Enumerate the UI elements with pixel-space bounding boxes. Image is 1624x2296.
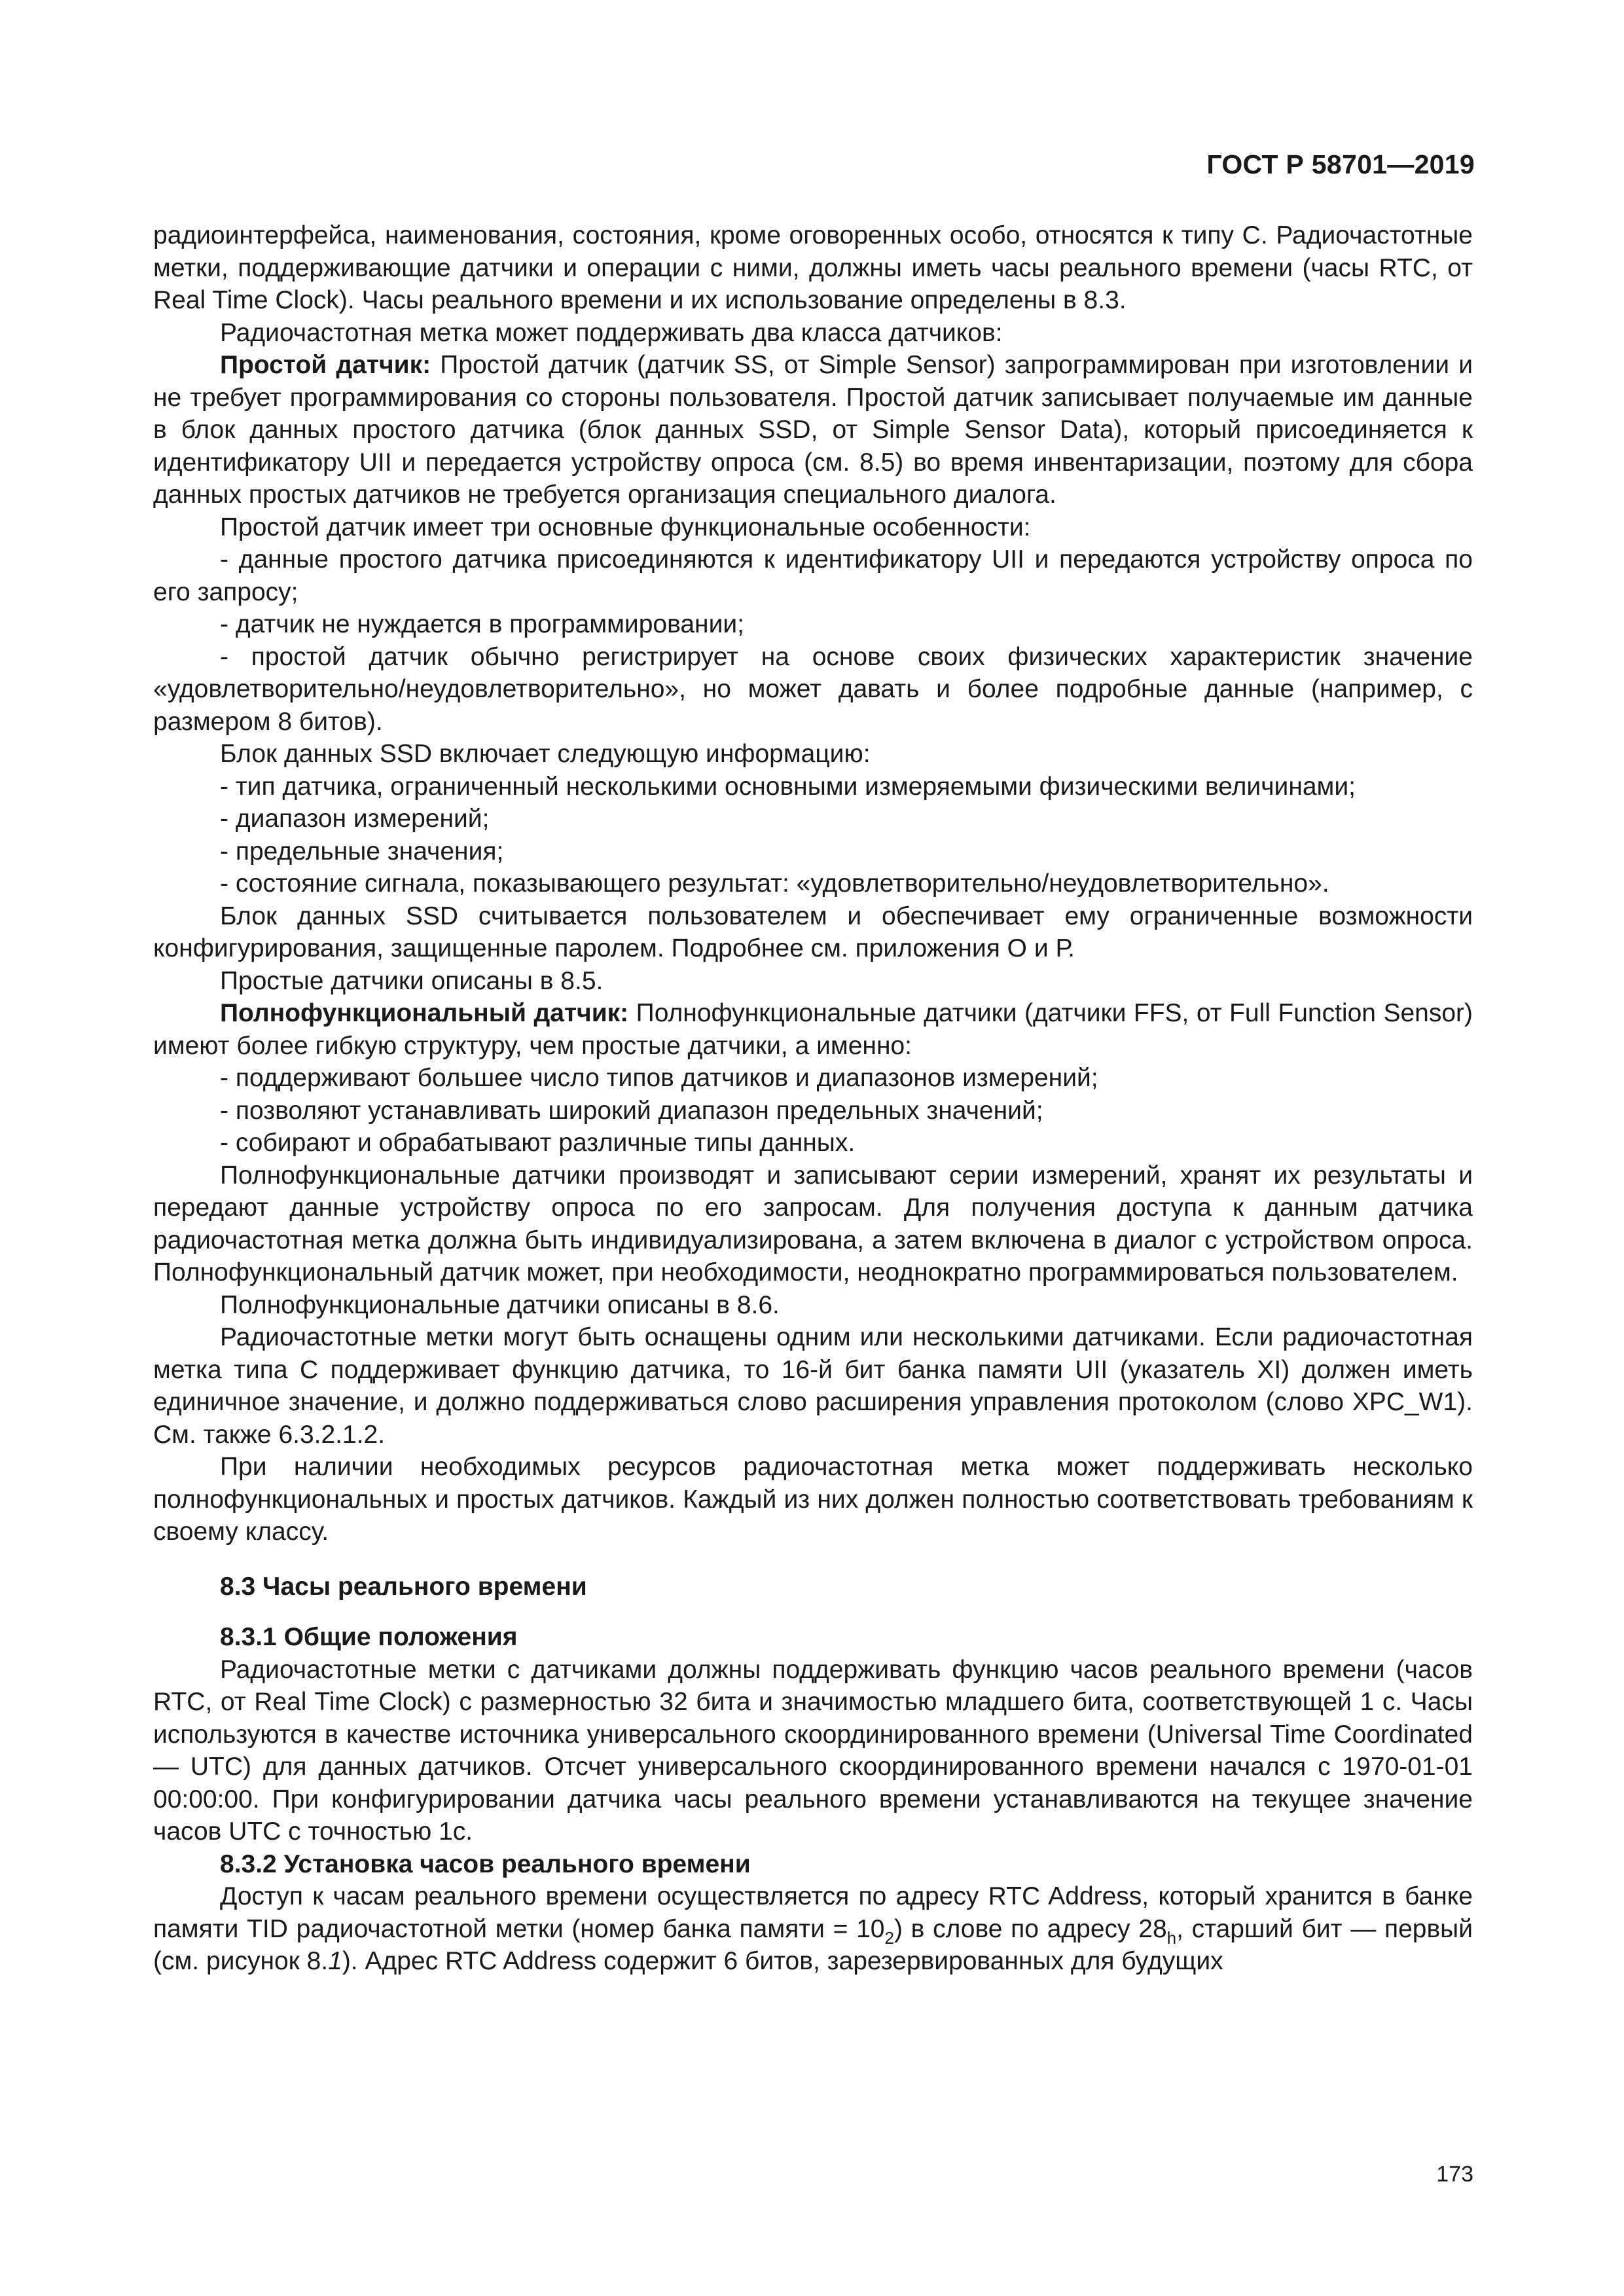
list-item: - предельные значения; [220,837,504,866]
paragraph-simple-sensor [153,349,1473,511]
list-item: - диапазон измерений; [220,805,490,833]
term-full-function-sensor: Полнофункциональный датчик: [220,999,629,1027]
section-heading-8-3-2: 8.3.2 Установка часов реального времени [220,1850,751,1878]
term-simple-sensor: Простой датчик: [220,351,431,379]
paragraph: Простой датчик имеет три основные функциональные особенности: [220,513,1031,541]
subscript: h [1166,1927,1177,1948]
list-item: - данные простого датчика присоединяются к идентификатору UII и передаются устройству опроса по его запросу; [153,545,1473,606]
paragraph: Радиочастотные метки с датчиками должны поддерживать функцию часов реального времени (часов RTC, от Real Time Clock) с размерностью 32 бита и значимостью младшего бита, соответствующей 1 с. Часы используются в качестве источника универсального скоординированного времени (Universal Time Coordinated — UTC) для данных датчиков. Отсчет универсального скоординированного времени начался с 1970-01-01 00:00:00. При конфигурировании датчика часы реального времени устанавливаются на текущее значение часов UTC с точностью 1с. [153,1655,1473,1846]
paragraph: Радиочастотная метка может поддерживать два класса датчиков: [220,318,1003,347]
text-segment: Доступ к часам реального времени осуществляется по адресу RTC Address, который хранится в банке памяти TID радиочастотной метки (номер банка памяти = 10 [153,1882,1473,1943]
figure-ref-italic: 1 [328,1947,342,1975]
paragraph: Блок данных SSD считывается пользователем и обеспечивает ему ограниченные возможности конфигурирования, защищенные паролем. Подробнее см. приложения О и Р. [153,902,1473,962]
section-heading-8-3: 8.3 Часы реального времени [220,1572,587,1601]
definition-text: Простой датчик (датчик SS, от Simple Sensor) запрограммирован при изготовлении и не требует программирования со стороны пользователя. Простой датчик записывает получаемые им данные в блок данных простого датчика (блок данных SSD, от Simple Sensor Data), который присоединяется к идентификатору UII и передается устройству опроса (см. 8.5) во время инвентаризации, поэтому для сбора данных простых датчиков не требуется организация специального диалога. [153,351,1473,509]
text-segment: ) в слове по адресу 28 [893,1914,1167,1943]
body-text [153,219,1473,1978]
list-item: - тип датчика, ограниченный несколькими основными измеряемыми физическими величинами; [220,772,1356,801]
list-item: - простой датчик обычно регистрирует на основе своих физических характеристик значение «удовлетворительно/неудовлетворительно», но может давать и более подробные данные (например, с размером 8 битов). [153,642,1473,736]
paragraph: Полнофункциональные датчики производят и записывают серии измерений, хранят их результаты и передают данные устройству опроса по его запросам. Для получения доступа к данным датчика радиочастотная метка должна быть индивидуализирована, а затем включена в диалог с устройством опроса. Полнофункциональный датчик может, при необходимости, неоднократно программироваться пользователем. [153,1161,1473,1286]
page-number: 173 [1436,2162,1473,2187]
paragraph: При наличии необходимых ресурсов радиочастотная метка может поддерживать несколько полнофункциональных и простых датчиков. Каждый из них должен полностью соответствовать требованиям к своему классу. [153,1453,1473,1546]
section-heading-8-3-1: 8.3.1 Общие положения [220,1623,518,1651]
paragraph-full-function-sensor [153,997,1473,1062]
list-item: - позволяют устанавливать широкий диапазон предельных значений; [220,1096,1043,1125]
list-item: - поддерживают большее число типов датчиков и диапазонов измерений; [220,1064,1098,1092]
list-item: - датчик не нуждается в программировании; [220,610,744,638]
subscript: 2 [884,1927,894,1948]
text-segment: ). Адрес RTC Address содержит 6 битов, зарезервированных для будущих [342,1947,1223,1975]
paragraph: радиоинтерфейса, наименования, состояния, кроме оговоренных особо, относятся к типу С. Радиочастотные метки, поддерживающие датчики и операции с ними, должны иметь часы реального времени (часы RTC, от Real Time Clock). Часы реального времени и их использование определены в 8.3. [153,221,1473,314]
text-segment: , старший бит — первый (см. рисунок 8. [153,1914,1473,1975]
list-item: - состояние сигнала, показывающего результат: «удовлетворительно/неудовлетворительно». [220,869,1329,898]
paragraph: Полнофункциональные датчики описаны в 8.6. [220,1290,780,1319]
paragraph: Блок данных SSD включает следующую информацию: [220,740,871,768]
paragraph: Простые датчики описаны в 8.5. [220,966,604,995]
document-code: ГОСТ Р 58701—2019 [1206,149,1475,179]
paragraph: Радиочастотные метки могут быть оснащены одним или несколькими датчиками. Если радиочастотная метка типа С поддерживает функцию датчика, то 16-й бит банка памяти UII (указатель XI) должен иметь единичное значение, и должно поддерживаться слово расширения управления протоколом (слово XPC_W1). См. также 6.3.2.1.2. [153,1323,1473,1449]
list-item: - собирают и обрабатывают различные типы данных. [220,1129,856,1157]
definition-text: Полнофункциональные датчики (датчики FFS, от Full Function Sensor) имеют более гибкую структуру, чем простые датчики, а именно: [153,999,1473,1060]
paragraph-rtc-address [153,1880,1473,1978]
